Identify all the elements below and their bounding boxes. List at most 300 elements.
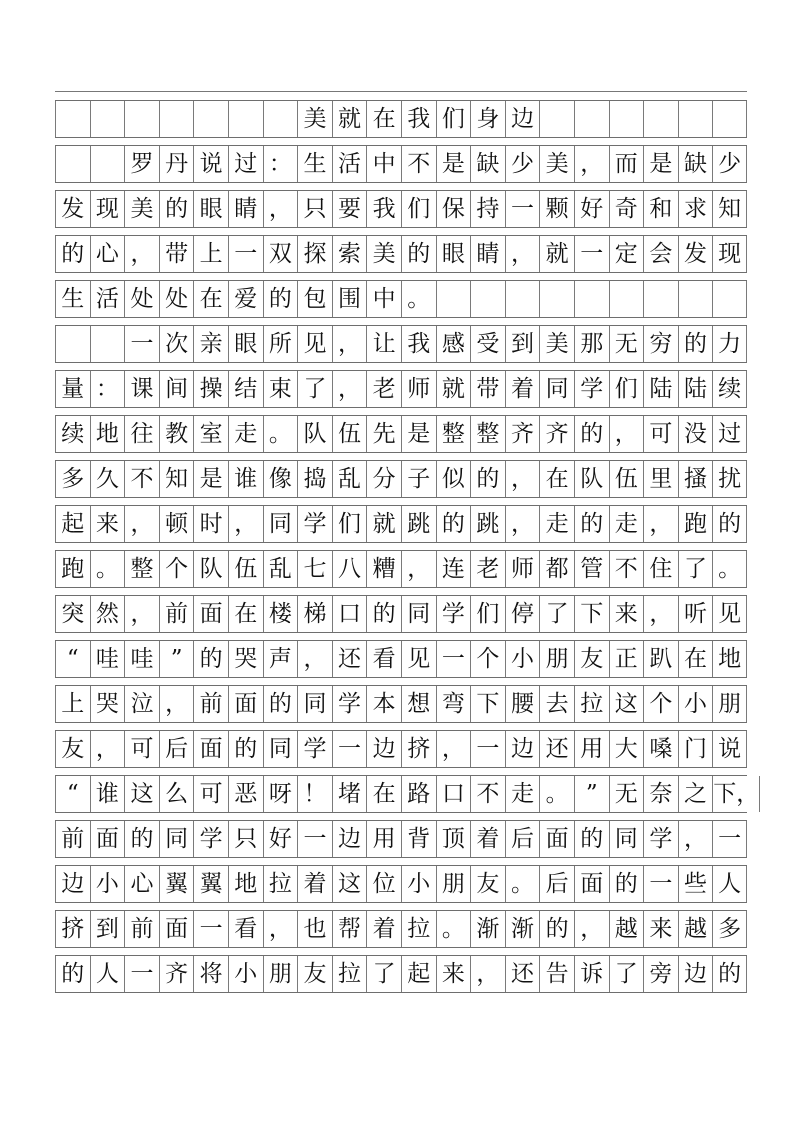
grid-cell: 时 (193, 506, 228, 542)
grid-cell: 恶 (228, 776, 263, 812)
grid-cell: 。 (712, 551, 747, 587)
grid-cell: 挤 (55, 911, 90, 947)
grid-cell: 的 (55, 956, 90, 992)
grid-cell: 美 (539, 326, 574, 362)
grid-cell: 美 (539, 146, 574, 182)
grid-cell: 哇 (124, 641, 159, 677)
grid-cell: 个 (159, 551, 194, 587)
grid-cell: 伍 (332, 416, 367, 452)
grid-cell: 面 (193, 731, 228, 767)
grid-cell: 可 (124, 731, 159, 767)
grid-cell: ， (574, 146, 609, 182)
text-row (55, 325, 747, 363)
text-row (55, 775, 760, 813)
grid-cell: 是 (643, 146, 678, 182)
grid-cell: 的 (436, 506, 471, 542)
grid-cell: 无 (609, 326, 644, 362)
grid-cell: ， (297, 641, 332, 677)
grid-cell: 走 (609, 506, 644, 542)
grid-cell: 我 (366, 191, 401, 227)
grid-cell: ， (436, 731, 471, 767)
grid-cell: 。 (505, 866, 540, 902)
grid-cell: 边 (505, 731, 540, 767)
grid-cell (643, 281, 678, 317)
grid-cell: 子 (401, 461, 436, 497)
grid-cell: 堵 (332, 776, 367, 812)
grid-cell: 同 (263, 506, 298, 542)
grid-cell: 地 (228, 866, 263, 902)
grid-cell: ， (643, 506, 678, 542)
grid-cell: 边 (55, 866, 90, 902)
text-row (55, 190, 747, 228)
grid-cell: 了 (609, 956, 644, 992)
grid-cell: 眼 (193, 191, 228, 227)
grid-cell: 同 (159, 821, 194, 857)
grid-cell: 一 (193, 911, 228, 947)
grid-cell: ” (574, 776, 609, 812)
grid-cell: ， (263, 911, 298, 947)
grid-cell: 眼 (228, 326, 263, 362)
grid-cell: 分 (366, 461, 401, 497)
grid-cell (609, 281, 644, 317)
grid-cell: 整 (436, 416, 471, 452)
grid-cell: ” (159, 641, 194, 677)
grid-cell: 齐 (159, 956, 194, 992)
title-row (55, 100, 747, 138)
grid-cell: 整 (470, 416, 505, 452)
grid-cell: 管 (574, 551, 609, 587)
grid-cell: 们 (401, 191, 436, 227)
grid-cell: 学 (193, 821, 228, 857)
grid-cell: 越 (609, 911, 644, 947)
grid-cell: 老 (470, 551, 505, 587)
grid-cell (55, 146, 90, 182)
grid-cell: 用 (574, 731, 609, 767)
grid-cell: 不 (470, 776, 505, 812)
text-row (55, 280, 747, 318)
grid-cell: 不 (609, 551, 644, 587)
grid-cell: 拉 (574, 686, 609, 722)
grid-cell: 一 (470, 731, 505, 767)
grid-cell (470, 281, 505, 317)
grid-cell: 地 (712, 641, 747, 677)
grid-cell: 量 (55, 371, 90, 407)
grid-cell: 么 (159, 776, 194, 812)
grid-cell (678, 101, 713, 137)
grid-cell: 我 (401, 326, 436, 362)
grid-cell: 小 (505, 641, 540, 677)
grid-cell: 友 (55, 731, 90, 767)
grid-cell: 活 (90, 281, 125, 317)
grid-cell: 受 (470, 326, 505, 362)
grid-cell: 边 (366, 731, 401, 767)
grid-cell: 一 (712, 821, 747, 857)
grid-cell: 似 (436, 461, 471, 497)
grid-cell: 探 (297, 236, 332, 272)
grid-cell: 处 (159, 281, 194, 317)
grid-cell: 还 (332, 641, 367, 677)
grid-cell: 队 (574, 461, 609, 497)
grid-cell: ， (678, 821, 713, 857)
grid-cell: 的 (263, 686, 298, 722)
grid-cell: 的 (609, 866, 644, 902)
grid-cell: 同 (539, 371, 574, 407)
grid-cell: 整 (124, 551, 159, 587)
grid-cell: 了 (366, 956, 401, 992)
grid-cell: 了 (297, 371, 332, 407)
grid-cell: 眼 (436, 236, 471, 272)
grid-cell: 来 (609, 596, 644, 632)
grid-cell: 。 (90, 551, 125, 587)
grid-cell: ， (124, 236, 159, 272)
grid-cell: “ (55, 641, 90, 677)
grid-cell: 一 (332, 731, 367, 767)
grid-cell: 后 (159, 731, 194, 767)
grid-cell: 八 (332, 551, 367, 587)
grid-cell: 梯 (297, 596, 332, 632)
grid-cell: 想 (401, 686, 436, 722)
grid-cell: 挤 (401, 731, 436, 767)
title-char: 身 (470, 101, 505, 137)
title-char: 在 (366, 101, 401, 137)
grid-cell: 是 (401, 416, 436, 452)
grid-cell: ， (263, 191, 298, 227)
grid-cell: 学 (297, 731, 332, 767)
grid-cell: 住 (643, 551, 678, 587)
grid-cell: 定 (609, 236, 644, 272)
grid-cell: 只 (228, 821, 263, 857)
grid-cell: 齐 (539, 416, 574, 452)
grid-cell: ， (505, 506, 540, 542)
grid-cell: 见 (712, 596, 747, 632)
grid-cell: 和 (643, 191, 678, 227)
grid-cell: 口 (332, 596, 367, 632)
grid-cell: 个 (643, 686, 678, 722)
grid-cell: 操 (193, 371, 228, 407)
grid-cell: 伍 (228, 551, 263, 587)
text-row (55, 415, 747, 453)
grid-cell: 学 (643, 821, 678, 857)
grid-cell: 罗 (124, 146, 159, 182)
grid-cell: 糟 (366, 551, 401, 587)
grid-cell: 的 (574, 506, 609, 542)
grid-cell: ， (90, 731, 125, 767)
grid-cell: 要 (332, 191, 367, 227)
grid-cell: 同 (609, 821, 644, 857)
grid-cell: 学 (574, 371, 609, 407)
grid-cell: 帮 (332, 911, 367, 947)
grid-cell: 。 (436, 911, 471, 947)
grid-cell: 本 (366, 686, 401, 722)
grid-cell: 爱 (228, 281, 263, 317)
grid-cell: 到 (90, 911, 125, 947)
grid-cell: 跑 (55, 551, 90, 587)
grid-cell: 之 (678, 776, 713, 812)
title-char: 美 (297, 101, 332, 137)
grid-cell: 带 (159, 236, 194, 272)
text-row (55, 235, 747, 273)
grid-cell: 美 (124, 191, 159, 227)
grid-cell: 伍 (609, 461, 644, 497)
grid-cell: 面 (574, 866, 609, 902)
grid-cell: 包 (297, 281, 332, 317)
grid-cell (505, 281, 540, 317)
grid-cell: 束 (263, 371, 298, 407)
text-row (55, 640, 747, 678)
grid-cell: 往 (124, 416, 159, 452)
grid-cell: 路 (401, 776, 436, 812)
grid-cell: 的 (539, 911, 574, 947)
grid-cell: 一 (574, 236, 609, 272)
grid-cell: 师 (505, 551, 540, 587)
grid-cell: 扰 (712, 461, 747, 497)
grid-cell: 一 (436, 641, 471, 677)
grid-cell: 下， (712, 776, 760, 812)
grid-cell: 告 (539, 956, 574, 992)
grid-cell: 下 (470, 686, 505, 722)
grid-cell: 呀 (263, 776, 298, 812)
grid-cell: 带 (470, 371, 505, 407)
grid-cell: 持 (470, 191, 505, 227)
grid-cell: 腰 (505, 686, 540, 722)
grid-cell: 边 (332, 821, 367, 857)
grid-cell: 起 (401, 956, 436, 992)
grid-cell: 看 (366, 641, 401, 677)
grid-cell: ， (643, 596, 678, 632)
grid-cell: 了 (539, 596, 574, 632)
text-row (55, 865, 747, 903)
grid-cell: 说 (193, 146, 228, 182)
grid-cell: 结 (228, 371, 263, 407)
grid-cell (574, 101, 609, 137)
grid-cell: 楼 (263, 596, 298, 632)
grid-cell: 可 (193, 776, 228, 812)
grid-cell: 知 (159, 461, 194, 497)
grid-cell: 将 (193, 956, 228, 992)
grid-cell (55, 326, 90, 362)
grid-cell (574, 281, 609, 317)
grid-cell: 现 (90, 191, 125, 227)
grid-cell: 见 (401, 641, 436, 677)
grid-cell: 走 (539, 506, 574, 542)
grid-cell: 连 (436, 551, 471, 587)
grid-cell (193, 101, 228, 137)
grid-cell: 颗 (539, 191, 574, 227)
grid-cell: 活 (332, 146, 367, 182)
grid-cell: 中 (366, 281, 401, 317)
grid-cell: 没 (678, 416, 713, 452)
grid-cell: 会 (643, 236, 678, 272)
grid-cell: 人 (712, 866, 747, 902)
grid-cell: 朋 (436, 866, 471, 902)
text-row (55, 595, 747, 633)
grid-cell: 跳 (470, 506, 505, 542)
grid-cell: 知 (712, 191, 747, 227)
grid-cell: 多 (712, 911, 747, 947)
grid-cell: 心 (90, 236, 125, 272)
grid-cell: 队 (297, 416, 332, 452)
text-row (55, 730, 747, 768)
grid-cell: 学 (297, 506, 332, 542)
grid-cell: 一 (297, 821, 332, 857)
grid-cell: 突 (55, 596, 90, 632)
grid-cell: 续 (712, 371, 747, 407)
grid-cell: 上 (55, 686, 90, 722)
grid-cell: 好 (263, 821, 298, 857)
grid-cell: 大 (609, 731, 644, 767)
grid-cell: 睛 (470, 236, 505, 272)
grid-cell: 越 (678, 911, 713, 947)
grid-cell: 前 (55, 821, 90, 857)
grid-cell: 的 (263, 281, 298, 317)
grid-cell: 到 (505, 326, 540, 362)
title-char: 边 (505, 101, 540, 137)
grid-cell: 就 (436, 371, 471, 407)
grid-cell: 后 (539, 866, 574, 902)
grid-cell: 里 (643, 461, 678, 497)
grid-cell: 乱 (263, 551, 298, 587)
grid-cell: 说 (712, 731, 747, 767)
grid-cell: 一 (505, 191, 540, 227)
grid-cell: 嗓 (643, 731, 678, 767)
grid-cell: 前 (159, 596, 194, 632)
grid-cell: 亲 (193, 326, 228, 362)
grid-cell: 是 (193, 461, 228, 497)
grid-cell: 的 (55, 236, 90, 272)
grid-cell: 一 (228, 236, 263, 272)
grid-cell: 好 (574, 191, 609, 227)
grid-cell: 在 (678, 641, 713, 677)
grid-cell (90, 101, 125, 137)
grid-cell: 都 (539, 551, 574, 587)
grid-cell: 室 (193, 416, 228, 452)
grid-cell: 朋 (712, 686, 747, 722)
grid-cell: 在 (228, 596, 263, 632)
grid-cell: 同 (401, 596, 436, 632)
grid-cell: ， (228, 506, 263, 542)
grid-cell (609, 101, 644, 137)
grid-cell: 那 (574, 326, 609, 362)
grid-cell: ， (505, 461, 540, 497)
grid-cell: 着 (297, 866, 332, 902)
grid-cell: 看 (228, 911, 263, 947)
grid-cell: 然 (90, 596, 125, 632)
grid-cell: 面 (539, 821, 574, 857)
grid-cell: 渐 (505, 911, 540, 947)
grid-cell: 是 (436, 146, 471, 182)
grid-cell: 拉 (401, 911, 436, 947)
grid-cell: 间 (159, 371, 194, 407)
grid-cell: 。 (539, 776, 574, 812)
grid-cell: 友 (574, 641, 609, 677)
grid-cell: ， (609, 416, 644, 452)
grid-cell: 在 (366, 776, 401, 812)
grid-cell: 拉 (332, 956, 367, 992)
grid-cell: 些 (678, 866, 713, 902)
grid-cell: 保 (436, 191, 471, 227)
text-row (55, 550, 747, 588)
grid-cell: 乱 (332, 461, 367, 497)
top-rule (55, 91, 747, 92)
grid-cell: 不 (124, 461, 159, 497)
grid-cell: 先 (366, 416, 401, 452)
grid-cell: 就 (366, 506, 401, 542)
grid-cell: 索 (332, 236, 367, 272)
grid-cell: 老 (366, 371, 401, 407)
grid-cell: 让 (366, 326, 401, 362)
title-char: 就 (332, 101, 367, 137)
grid-cell: 用 (366, 821, 401, 857)
grid-cell: 泣 (124, 686, 159, 722)
grid-cell: 现 (712, 236, 747, 272)
grid-cell: 所 (263, 326, 298, 362)
grid-cell: 跳 (401, 506, 436, 542)
grid-cell: 队 (193, 551, 228, 587)
grid-cell: 面 (90, 821, 125, 857)
grid-cell: 七 (297, 551, 332, 587)
grid-cell: 的 (470, 461, 505, 497)
grid-cell: 同 (297, 686, 332, 722)
grid-cell: 地 (90, 416, 125, 452)
grid-cell: ！ (297, 776, 332, 812)
grid-cell: 学 (436, 596, 471, 632)
grid-cell: “ (55, 776, 90, 812)
grid-cell: 起 (55, 506, 90, 542)
grid-cell: 见 (297, 326, 332, 362)
grid-cell: 小 (90, 866, 125, 902)
grid-cell: 陆 (643, 371, 678, 407)
grid-cell (90, 146, 125, 182)
grid-cell: 下 (574, 596, 609, 632)
grid-cell: 走 (505, 776, 540, 812)
grid-cell: 人 (90, 956, 125, 992)
grid-cell: 弯 (436, 686, 471, 722)
grid-cell: 这 (332, 866, 367, 902)
grid-cell: 背 (401, 821, 436, 857)
grid-cell: 奇 (609, 191, 644, 227)
grid-cell: 齐 (505, 416, 540, 452)
grid-cell: 的 (159, 191, 194, 227)
grid-cell: 这 (124, 776, 159, 812)
grid-cell: 朋 (539, 641, 574, 677)
grid-cell: 捣 (297, 461, 332, 497)
grid-cell: 奈 (643, 776, 678, 812)
text-row (55, 460, 747, 498)
grid-cell: 们 (332, 506, 367, 542)
grid-cell (539, 101, 574, 137)
grid-cell: 位 (366, 866, 401, 902)
grid-cell: 的 (574, 416, 609, 452)
grid-cell: 教 (159, 416, 194, 452)
grid-cell: ， (332, 371, 367, 407)
grid-cell: 边 (678, 956, 713, 992)
grid-cell: 着 (470, 821, 505, 857)
grid-cell: ， (470, 956, 505, 992)
title-char: 们 (436, 101, 471, 137)
grid-cell: 不 (401, 146, 436, 182)
grid-cell: 正 (609, 641, 644, 677)
grid-cell: 听 (678, 596, 713, 632)
grid-cell: 过 (712, 416, 747, 452)
grid-cell: 友 (470, 866, 505, 902)
grid-cell: 课 (124, 371, 159, 407)
text-row (55, 955, 747, 993)
grid-cell: 哇 (90, 641, 125, 677)
grid-cell: 在 (539, 461, 574, 497)
text-row (55, 685, 747, 723)
grid-cell: 生 (297, 146, 332, 182)
grid-cell: 个 (470, 641, 505, 677)
